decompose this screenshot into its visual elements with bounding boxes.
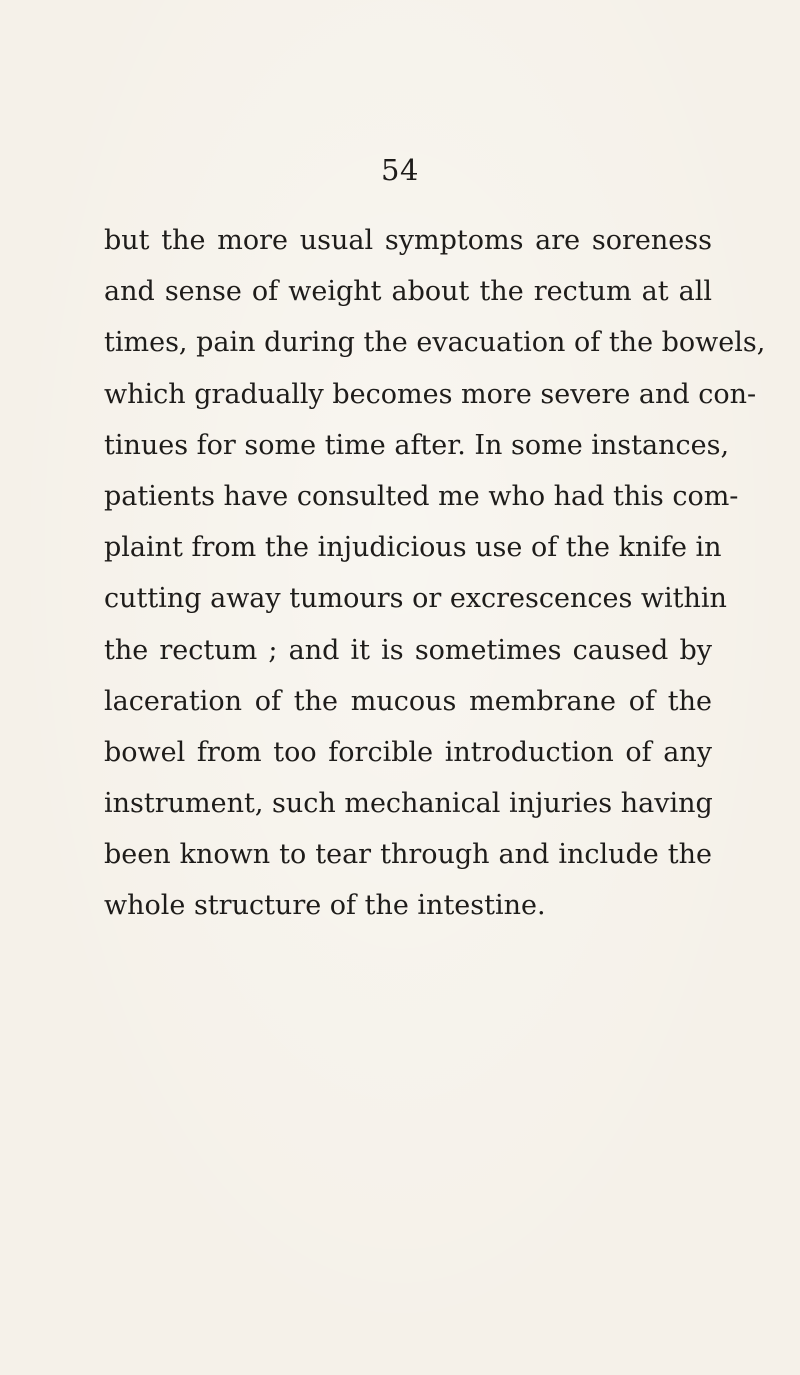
text-line: bowel from too forcible introduction of any [104, 736, 712, 768]
text-line: tinues for some time after. In some instances, [104, 429, 730, 461]
text-line: whole structure of the intestine. [104, 890, 546, 922]
body-paragraph [104, 215, 766, 932]
text-line: laceration of the mucous membrane of the [104, 685, 712, 717]
text-line: patients have consulted me who had this com- [104, 480, 739, 512]
text-line: instrument, such mechanical injuries having [104, 788, 713, 820]
text-line: times, pain during the evacuation of the bowels, [104, 327, 766, 359]
text-line: the rectum ; and it is sometimes caused by [104, 634, 712, 666]
text-line: been known to tear through and include the [104, 839, 712, 871]
text-line: and sense of weight about the rectum at all [104, 276, 712, 308]
page-number: 54 [381, 153, 419, 187]
text-line: plaint from the injudicious use of the knife in [104, 532, 722, 564]
text-line: which gradually becomes more severe and con- [104, 378, 757, 410]
text-line: cutting away tumours or excrescences within [104, 583, 727, 615]
text-line: but the more usual symptoms are soreness [104, 225, 712, 256]
